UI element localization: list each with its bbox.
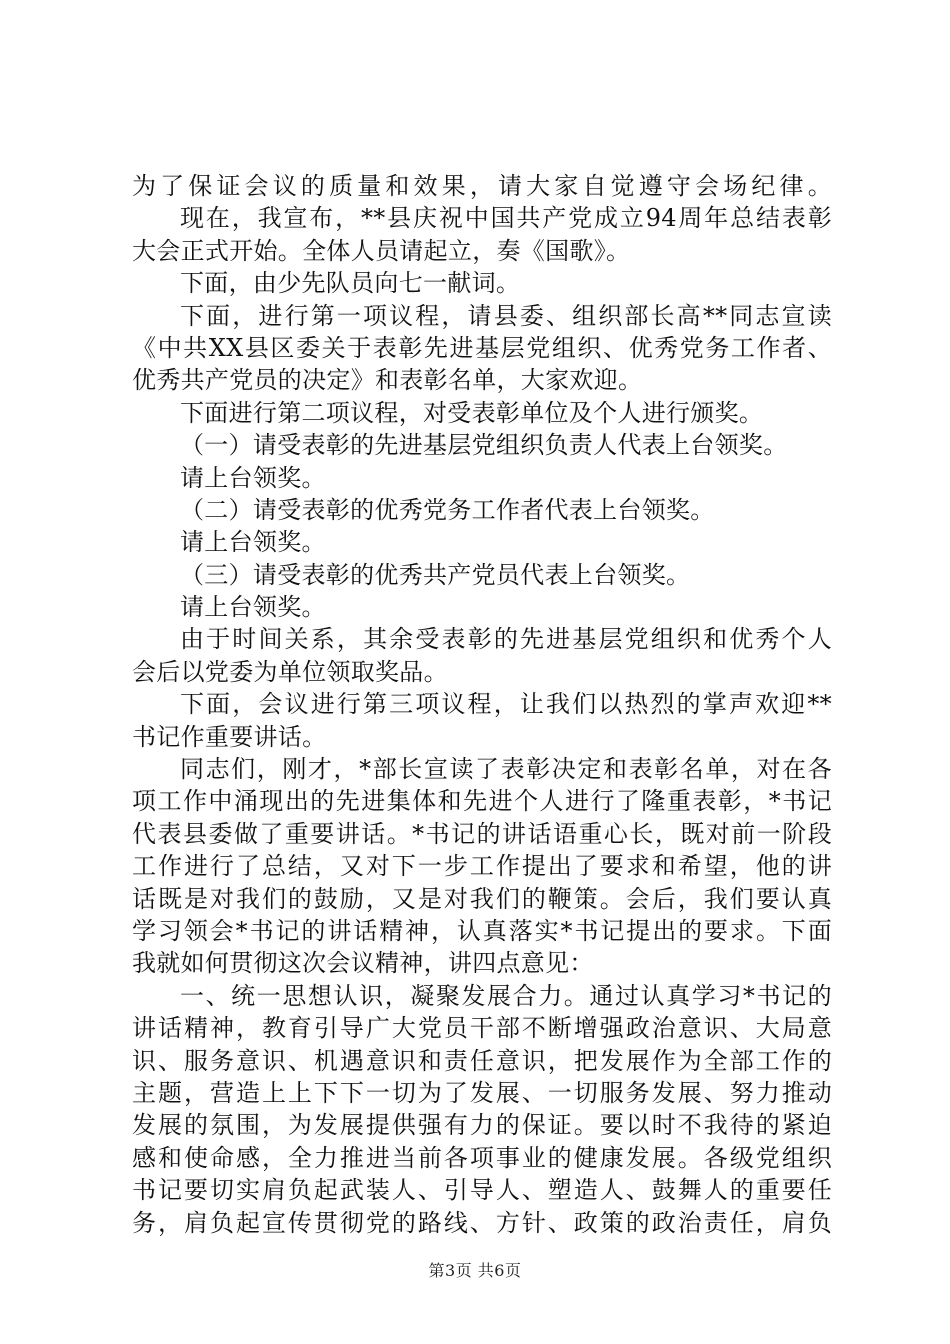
text-line: 书记作重要讲话。 bbox=[132, 722, 327, 751]
text-line: 务，肩负起宣传贯彻党的路线、方针、政策的政治责任，肩负 bbox=[132, 1208, 832, 1237]
text-line: 大会正式开始。全体人员请起立，奏《国歌》。 bbox=[132, 236, 631, 265]
text-line: （二）请受表彰的优秀党务工作者代表上台领奖。 bbox=[180, 495, 715, 524]
text-line: 感和使命感，全力推进当前各项事业的健康发展。各级党组织 bbox=[132, 1143, 832, 1172]
text-line: 发展的氛围，为发展提供强有力的保证。要以时不我待的紧迫 bbox=[132, 1111, 832, 1140]
text-line: 工作进行了总结，又对下一步工作提出了要求和希望，他的讲 bbox=[132, 852, 832, 881]
text-line: 讲话精神，教育引导广大党员干部不断增强政治意识、大局意 bbox=[132, 1014, 832, 1043]
text-line: 话既是对我们的鼓励，又是对我们的鞭策。会后，我们要认真 bbox=[132, 884, 832, 913]
text-line: 请上台领奖。 bbox=[180, 528, 326, 557]
text-line: 书记要切实肩负起武装人、引导人、塑造人、鼓舞人的重要任 bbox=[132, 1176, 832, 1205]
text-line: 请上台领奖。 bbox=[180, 593, 326, 622]
text-line: 现在，我宣布，**县庆祝中国共产党成立94周年总结表彰 bbox=[180, 204, 832, 233]
text-line: 下面进行第二项议程，对受表彰单位及个人进行颁奖。 bbox=[180, 398, 764, 427]
text-line: 我就如何贯彻这次会议精神，讲四点意见： bbox=[132, 949, 594, 978]
text-line: （三）请受表彰的优秀共产党员代表上台领奖。 bbox=[180, 560, 691, 589]
text-line: 学习领会*书记的讲话精神，认真落实*书记提出的要求。下面 bbox=[132, 916, 832, 945]
text-line: 同志们，刚才，*部长宣读了表彰决定和表彰名单，对在各 bbox=[180, 755, 832, 784]
text-line: 识、服务意识、机遇意识和责任意识，把发展作为全部工作的 bbox=[132, 1046, 832, 1075]
text-line: 代表县委做了重要讲话。*书记的讲话语重心长，既对前一阶段 bbox=[132, 819, 832, 848]
text-line: （一）请受表彰的先进基层党组织负责人代表上台领奖。 bbox=[180, 431, 788, 460]
text-line: 会后以党委为单位领取奖品。 bbox=[132, 657, 448, 686]
text-line: 优秀共产党员的决定》和表彰名单，大家欢迎。 bbox=[132, 366, 643, 395]
text-line: 请上台领奖。 bbox=[180, 463, 326, 492]
text-line: 下面，进行第一项议程，请县委、组织部长高**同志宣读 bbox=[180, 301, 832, 330]
text-line: 一、统一思想认识，凝聚发展合力。通过认真学习*书记的 bbox=[180, 981, 832, 1010]
page-number-footer: 第3页 共6页 bbox=[428, 1261, 522, 1280]
text-line: 下面，由少先队员向七一献词。 bbox=[180, 269, 521, 298]
document-body bbox=[132, 170, 832, 1239]
text-line: 为了保证会议的质量和效果，请大家自觉遵守会场纪律。 bbox=[132, 172, 832, 200]
text-line: 《中共XX县区委关于表彰先进基层党组织、优秀党务工作者、 bbox=[132, 333, 832, 362]
text-line: 项工作中涌现出的先进集体和先进个人进行了隆重表彰，*书记 bbox=[132, 787, 832, 816]
text-line: 下面，会议进行第三项议程，让我们以热烈的掌声欢迎** bbox=[180, 690, 832, 719]
text-line: 主题，营造上上下下一切为了发展、一切服务发展、努力推动 bbox=[132, 1078, 832, 1107]
text-line: 由于时间关系，其余受表彰的先进基层党组织和优秀个人 bbox=[180, 625, 832, 654]
